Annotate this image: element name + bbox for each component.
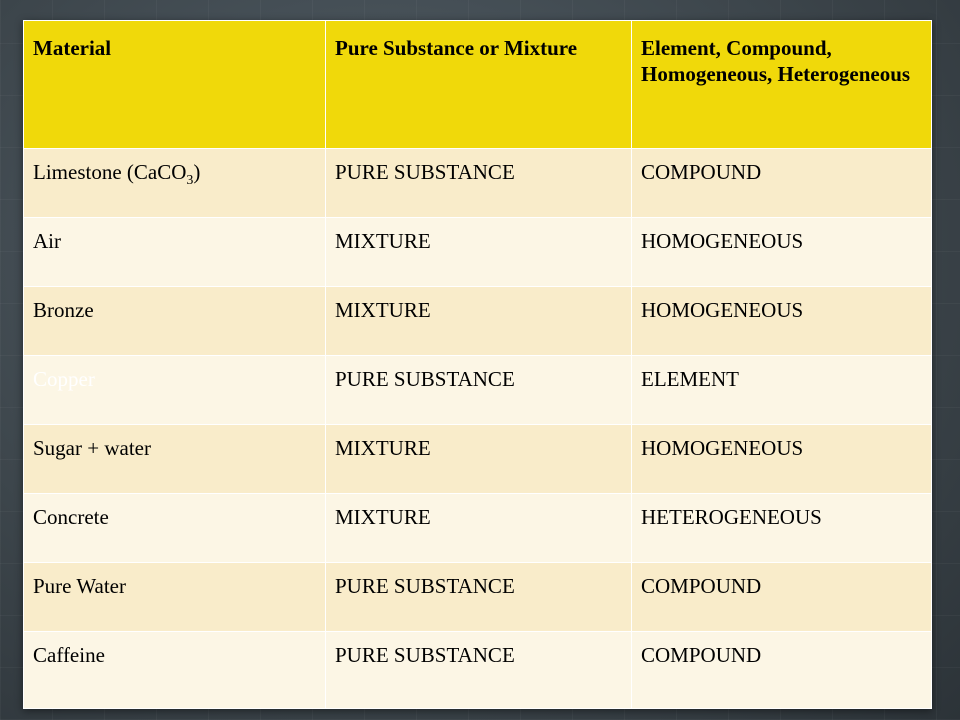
formula-close: ) — [193, 160, 201, 184]
category-cell: COMPOUND — [632, 632, 932, 709]
substance-type-cell: PURE SUBSTANCE — [326, 356, 632, 425]
material-cell: Sugar + water — [24, 425, 326, 494]
materials-table — [23, 20, 932, 709]
material-cell — [24, 149, 326, 218]
material-cell: Air — [24, 218, 326, 287]
category-cell: HOMOGENEOUS — [632, 218, 932, 287]
substance-type-cell: PURE SUBSTANCE — [326, 149, 632, 218]
substance-type-cell: MIXTURE — [326, 425, 632, 494]
header-material: Material — [24, 21, 326, 149]
category-cell: COMPOUND — [632, 563, 932, 632]
table-row — [24, 632, 932, 709]
table-row — [24, 494, 932, 563]
table-row — [24, 287, 932, 356]
substance-type-cell: MIXTURE — [326, 218, 632, 287]
substance-type-cell: MIXTURE — [326, 287, 632, 356]
header-classification: Element, Compound, Homogeneous, Heterogeneous — [632, 21, 932, 149]
formula-subscript: 3 — [186, 173, 194, 189]
category-cell: ELEMENT — [632, 356, 932, 425]
material-cell: Pure Water — [24, 563, 326, 632]
category-cell: COMPOUND — [632, 149, 932, 218]
material-cell: Caffeine — [24, 632, 326, 709]
material-cell: Bronze — [24, 287, 326, 356]
category-cell: HOMOGENEOUS — [632, 287, 932, 356]
substance-type-cell: PURE SUBSTANCE — [326, 563, 632, 632]
table-row — [24, 218, 932, 287]
material-cell: Copper — [24, 356, 326, 425]
header-pure-substance-or-mixture: Pure Substance or Mixture — [326, 21, 632, 149]
material-name: Limestone (CaCO — [33, 160, 187, 184]
substance-type-cell: PURE SUBSTANCE — [326, 632, 632, 709]
table-row — [24, 563, 932, 632]
substance-type-cell: MIXTURE — [326, 494, 632, 563]
material-cell: Concrete — [24, 494, 326, 563]
table-header-row — [24, 21, 932, 149]
category-cell: HETEROGENEOUS — [632, 494, 932, 563]
category-cell: HOMOGENEOUS — [632, 425, 932, 494]
table-row — [24, 425, 932, 494]
table-row — [24, 356, 932, 425]
table-row — [24, 149, 932, 218]
